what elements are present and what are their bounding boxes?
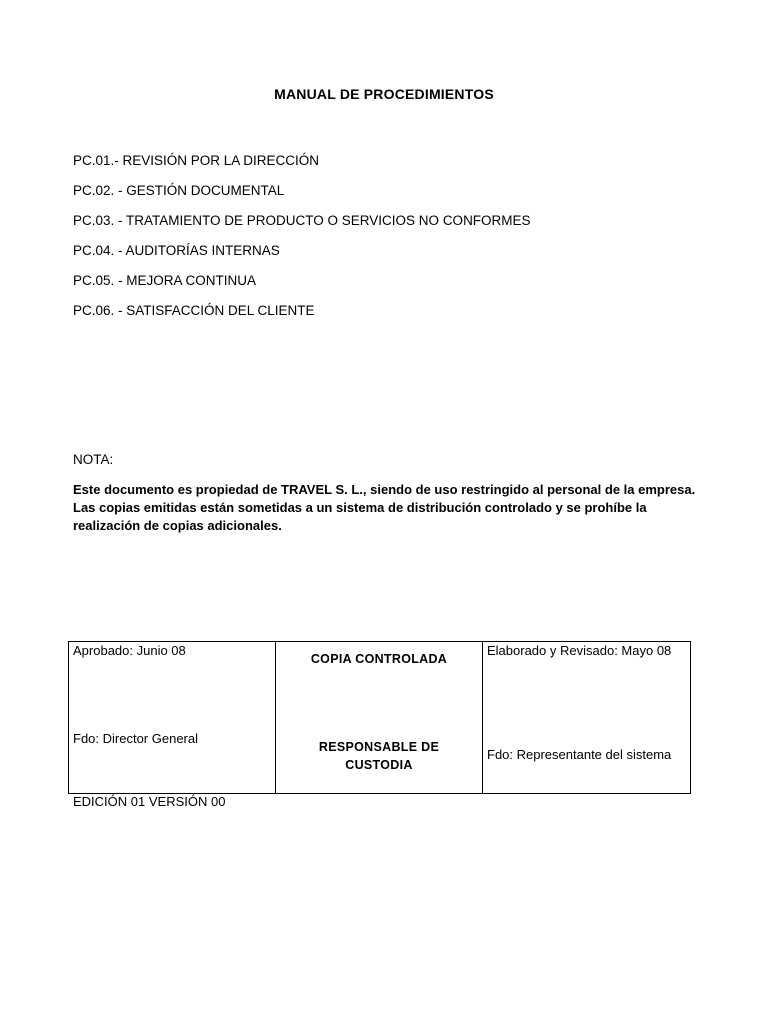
note-label: NOTA: xyxy=(73,452,114,467)
edition-version: EDICIÓN 01 VERSIÓN 00 xyxy=(73,794,226,809)
procedure-item: PC.02. - GESTIÓN DOCUMENTAL xyxy=(73,183,285,198)
procedure-item: PC.06. - SATISFACCIÓN DEL CLIENTE xyxy=(73,303,315,318)
custody-responsible-label: RESPONSABLE DE CUSTODIA xyxy=(318,740,440,772)
document-control-table xyxy=(68,641,691,794)
document-title: MANUAL DE PROCEDIMIENTOS xyxy=(274,86,494,102)
note-text: Este documento es propiedad de TRAVEL S. L., siendo de uso restringido al personal de la empresa. Las copias emitidas están sometidas a un sistema de distribución controlado y se prohíbe la realización de copias adicionales. xyxy=(73,482,696,533)
procedure-item: PC.05. - MEJORA CONTINUA xyxy=(73,273,257,288)
prepared-reviewed-date: Elaborado y Revisado: Mayo 08 xyxy=(487,643,672,658)
approval-cell xyxy=(69,642,276,794)
prepared-signature: Fdo: Representante del sistema xyxy=(487,747,672,762)
custody-cell xyxy=(276,642,483,794)
procedure-item: PC.04. - AUDITORÍAS INTERNAS xyxy=(73,243,280,258)
preparation-cell xyxy=(483,642,691,794)
approved-signature: Fdo: Director General xyxy=(73,731,198,746)
procedure-item: PC.03. - TRATAMIENTO DE PRODUCTO O SERVICIOS NO CONFORMES xyxy=(73,213,531,228)
procedure-list xyxy=(73,152,531,332)
approved-date: Aprobado: Junio 08 xyxy=(73,643,186,658)
procedure-item: PC.01.- REVISIÓN POR LA DIRECCIÓN xyxy=(73,153,320,168)
controlled-copy-label: COPIA CONTROLADA xyxy=(310,652,448,666)
